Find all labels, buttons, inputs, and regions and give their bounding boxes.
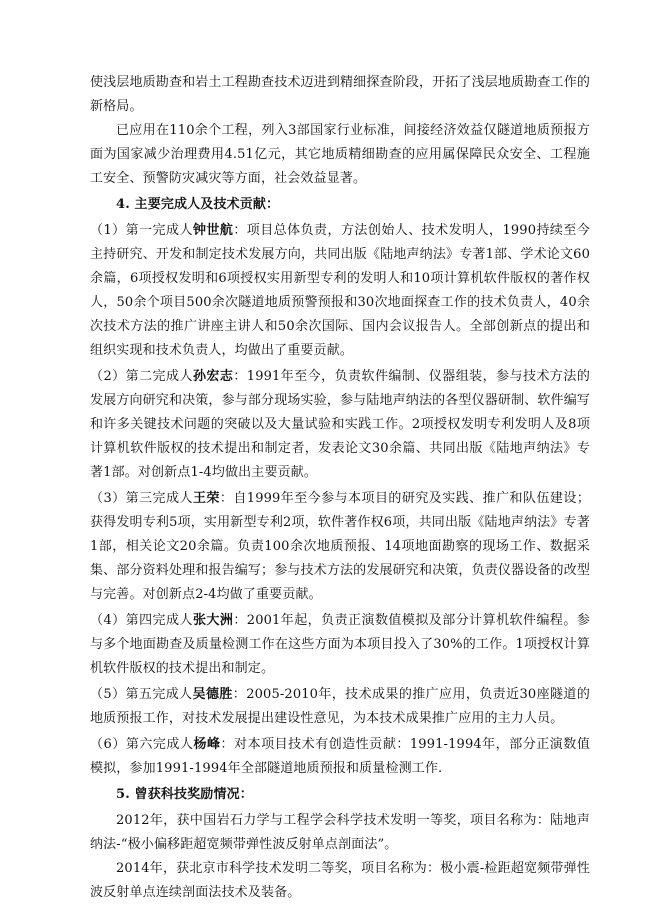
contributor-prefix: （1）第一完成人 — [90, 223, 193, 238]
contributor-text: ：自1999年至今参与本项目的研究及实践、推广和队伍建设；获得发明专利5项，实用新型专利2项，软件著作权6项，共同出版《陆地声纳法》专著1部，相关论文20余篇。负责100余次地质预报、14项地面勘察的现场工作、数据采集、部分资料处理和报告编写；参与技术方法的发展研究和决策，负责仪器设备的改型与完善。对创新点2-4均做了重要贡献。 — [90, 491, 590, 602]
section3-paragraph-tail: 使浅层地质勘查和岩土工程勘查技术迈进到精细探查阶段，开拓了浅层地质勘查工作的新格局。 — [90, 75, 590, 114]
contributor-prefix: （2）第二完成人 — [90, 369, 193, 384]
contributor-text: ：1991年至今，负责软件编制、仪器组装，参与技术方法的发展方向研究和决策，参与部分现场实验，参与陆地声纳法的各型仪器研制、软件编写和许多关键技术问题的突破以及大量试验和实践工作。2项授权发明专利发明人及8项计算机软件版权的技术提出和制定者，发表论文30余篇、共同出版《陆地声纳法》专著1部。对创新点1-4均做出主要贡献。 — [90, 369, 590, 480]
contributor-prefix: （4）第四完成人 — [90, 613, 193, 628]
contributor-name: 杨峰 — [193, 737, 221, 752]
contributor-text: ：对本项目技术有创造性贡献：1991-1994年，部分正演数值模拟，参加1991-1994年全部隧道地质预报和质量检测工作. — [90, 737, 590, 776]
contributor-name: 张大洲 — [192, 613, 234, 628]
contributor-prefix: （5）第五完成人 — [90, 687, 193, 702]
contributor-2 — [90, 365, 590, 485]
section4-heading: 4. 主要完成人及技术贡献： — [116, 197, 280, 212]
contributor-text: ：2005-2010年，技术成果的推广应用，负责近30座隧道的地质预报工作，对技术发展提出建设性意见，为本技术成果推广应用的主力人员。 — [90, 687, 590, 726]
contributor-6 — [90, 733, 590, 781]
contributor-prefix: （3）第三完成人 — [90, 491, 193, 506]
contributor-name: 吴德胜 — [192, 687, 233, 702]
contributor-4 — [90, 609, 590, 681]
section3-paragraph-applied: 已应用在110余个工程，列入3部国家行业标准，间接经济效益仅隧道地质预报方面为国家减少治理费用4.51亿元，其它地质精细勘查的应用属保障民众安全、工程施工安全、预警防灾减灾等方面，社会效益显著。 — [90, 123, 590, 186]
award-item-2: 2014年，获北京市科学技术发明二等奖，项目名称为：极小震-检距超宽频带弹性波反射单点连续剖面法技术及装备。 — [90, 861, 590, 900]
contributor-prefix: （6）第六完成人 — [90, 737, 194, 752]
contributor-3 — [90, 487, 590, 607]
contributor-1 — [90, 219, 590, 363]
contributor-5 — [90, 683, 590, 731]
award-item-1: 2012年，获中国岩石力学与工程学会科学技术发明一等奖，项目名称为：陆地声纳法-“极小偏移距超宽频带弹性波反射单点剖面法”。 — [90, 813, 590, 852]
contributor-text: ：2001年起，负责正演数值模拟及部分计算机软件编程。参与多个地面勘查及质量检测工作在这些方面为本项目投入了30%的工作。1项授权计算机软件版权的技术提出和制定。 — [90, 613, 590, 676]
contributor-name: 孙宏志 — [192, 369, 234, 384]
contributor-name: 王荣 — [192, 491, 220, 506]
document-page — [90, 71, 590, 905]
section5-heading: 5. 曾获科技奖励情况： — [116, 787, 253, 802]
contributor-text: ：项目总体负责，方法创始人、技术发明人，1990持续至今主持研究、开发和制定技术发展方向，共同出版《陆地声纳法》专著1部、学术论文60余篇，6项授权发明和6项授权实用新型专利的发明人和10项计算机软件版权的著作权人，50余个项目500余次隧道地质预警预报和30次地面探查工作的技术负责人，40余次技术方法的推广讲座主讲人和50余次国际、国内会议报告人。全部创新点的提出和组织实现和技术负责人，均做出了重要贡献。 — [90, 223, 590, 358]
contributor-name: 钟世航 — [192, 223, 234, 238]
